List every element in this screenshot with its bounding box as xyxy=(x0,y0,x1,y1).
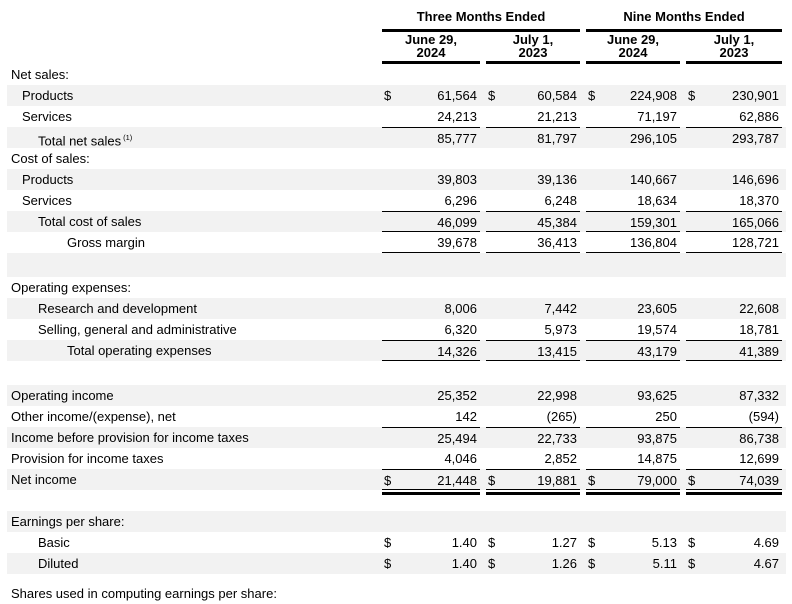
column-header-line1: July 1, xyxy=(512,32,554,47)
value: (594) xyxy=(748,409,779,424)
row-label: Services xyxy=(22,193,72,208)
value: 23,605 xyxy=(637,301,677,316)
table-row xyxy=(7,553,786,574)
value: 5.13 xyxy=(651,535,677,550)
value: 142 xyxy=(455,409,477,424)
row-label: Other income/(expense), net xyxy=(11,409,176,424)
table-row xyxy=(7,148,786,169)
column-header-line1: June 29, xyxy=(404,32,458,47)
value-cell xyxy=(486,298,580,319)
column-header-line1: June 29, xyxy=(606,32,660,47)
value: 62,886 xyxy=(739,109,779,124)
value-cell xyxy=(382,553,480,574)
value: 45,384 xyxy=(537,215,577,230)
value-cell xyxy=(686,190,782,211)
table-row xyxy=(7,127,786,148)
value: 6,320 xyxy=(444,322,477,337)
value: 13,415 xyxy=(537,344,577,359)
value: 1.27 xyxy=(551,535,577,550)
value: 4,046 xyxy=(444,451,477,466)
value-cell xyxy=(686,85,782,106)
column-header-line2: 2023 xyxy=(719,45,749,60)
value-cell xyxy=(382,427,480,448)
value: 1.26 xyxy=(551,556,577,571)
value-cell xyxy=(486,127,580,148)
value-cell xyxy=(382,469,480,490)
currency-symbol: $ xyxy=(384,556,392,571)
spacer-row xyxy=(7,497,786,511)
value-cell xyxy=(486,232,580,253)
value-cell xyxy=(586,211,680,232)
currency-symbol: $ xyxy=(688,88,696,103)
value: 21,448 xyxy=(437,473,477,488)
value-cell xyxy=(382,106,480,127)
value-cell xyxy=(486,532,580,553)
value-cell xyxy=(382,211,480,232)
value: 6,296 xyxy=(444,193,477,208)
row-label: Total operating expenses xyxy=(67,343,212,358)
row-label: Products xyxy=(22,172,74,187)
value: 22,998 xyxy=(537,388,577,403)
value-cell xyxy=(586,190,680,211)
value: 41,389 xyxy=(739,344,779,359)
currency-symbol: $ xyxy=(488,88,496,103)
value-cell xyxy=(486,553,580,574)
value: 296,105 xyxy=(630,131,677,146)
table-row xyxy=(7,169,786,190)
period-group-label: Three Months Ended xyxy=(416,9,546,24)
value-cell xyxy=(382,448,480,469)
row-label: Net sales: xyxy=(11,67,69,82)
value: 71,197 xyxy=(637,109,677,124)
row-label xyxy=(7,253,382,277)
value: 39,678 xyxy=(437,235,477,250)
value-cell xyxy=(586,319,680,340)
value-cell xyxy=(486,319,580,340)
value: 86,738 xyxy=(739,431,779,446)
column-underline xyxy=(486,61,580,64)
row-label: Research and development xyxy=(38,301,197,316)
value-cell xyxy=(486,190,580,211)
value: 46,099 xyxy=(437,215,477,230)
thick-rule-bar xyxy=(586,492,680,495)
value-cell xyxy=(486,469,580,490)
currency-symbol: $ xyxy=(384,473,392,488)
table-row xyxy=(7,469,786,490)
value: 8,006 xyxy=(444,301,477,316)
row-label: Services xyxy=(22,109,72,124)
value: 4.69 xyxy=(753,535,779,550)
thick-rule-bar xyxy=(686,492,782,495)
value-cell xyxy=(586,232,680,253)
underline-gap xyxy=(7,490,382,497)
row-label: Net income xyxy=(11,472,77,487)
value-cell xyxy=(382,406,480,427)
row-label: Earnings per share: xyxy=(11,514,125,529)
row-label: Operating expenses: xyxy=(11,280,131,295)
currency-symbol: $ xyxy=(488,473,496,488)
value: (265) xyxy=(546,409,577,424)
value-cell xyxy=(686,427,782,448)
value: 165,066 xyxy=(732,215,779,230)
value: 146,696 xyxy=(732,172,779,187)
value-cell xyxy=(686,169,782,190)
value-cell xyxy=(586,127,680,148)
value-cell xyxy=(486,211,580,232)
value: 43,179 xyxy=(637,344,677,359)
value-cell xyxy=(382,385,480,406)
currency-symbol: $ xyxy=(588,556,596,571)
table-row xyxy=(7,427,786,448)
value-cell xyxy=(586,469,680,490)
table-row xyxy=(7,232,786,253)
value-cell xyxy=(686,106,782,127)
value: 39,136 xyxy=(537,172,577,187)
value: 85,777 xyxy=(437,131,477,146)
value: 1.40 xyxy=(451,535,477,550)
table-row xyxy=(7,406,786,427)
value-cell xyxy=(686,211,782,232)
row-label: Diluted xyxy=(38,556,79,571)
column-header-q-prior xyxy=(486,33,580,64)
period-group-label: Nine Months Ended xyxy=(623,9,745,24)
value: 79,000 xyxy=(637,473,677,488)
value: 25,352 xyxy=(437,388,477,403)
value-cell xyxy=(586,169,680,190)
value: 230,901 xyxy=(732,88,779,103)
value: 18,370 xyxy=(739,193,779,208)
value-cell xyxy=(686,232,782,253)
income-statement-table xyxy=(7,0,786,604)
table-row xyxy=(7,298,786,319)
value-cell xyxy=(586,553,680,574)
row-label xyxy=(7,361,382,385)
value: 81,797 xyxy=(537,131,577,146)
currency-symbol: $ xyxy=(588,535,596,550)
table-row xyxy=(7,340,786,361)
value-cell xyxy=(586,385,680,406)
table-row xyxy=(7,106,786,127)
column-underline xyxy=(686,61,782,64)
value-cell xyxy=(382,190,480,211)
column-header-ytd-current xyxy=(586,33,680,64)
row-label: Total net sales $^{(1)}$ xyxy=(38,133,133,149)
table-row xyxy=(7,385,786,406)
value: 22,733 xyxy=(537,431,577,446)
value: 39,803 xyxy=(437,172,477,187)
value-cell xyxy=(382,127,480,148)
currency-symbol: $ xyxy=(688,473,696,488)
value: 128,721 xyxy=(732,235,779,250)
value-cell xyxy=(686,406,782,427)
value: 25,494 xyxy=(437,431,477,446)
row-label: Gross margin xyxy=(67,235,146,250)
value-cell xyxy=(382,85,480,106)
row-label: Operating income xyxy=(11,388,114,403)
value: 61,564 xyxy=(437,88,477,103)
value: 6,248 xyxy=(544,193,577,208)
value: 293,787 xyxy=(732,131,779,146)
thick-rule-bar xyxy=(382,492,480,495)
currency-symbol: $ xyxy=(488,556,496,571)
value: 74,039 xyxy=(739,473,779,488)
value-cell xyxy=(486,448,580,469)
currency-symbol: $ xyxy=(384,535,392,550)
period-group-nine-months xyxy=(586,8,782,32)
value-cell xyxy=(686,553,782,574)
footnote-marker: (1) xyxy=(123,133,133,142)
value-cell xyxy=(586,448,680,469)
value: 14,875 xyxy=(637,451,677,466)
value: 4.67 xyxy=(753,556,779,571)
column-underline xyxy=(586,61,680,64)
table-body xyxy=(7,64,786,604)
row-label: Provision for income taxes xyxy=(11,451,164,466)
thick-rule-bar xyxy=(486,492,580,495)
value-cell xyxy=(686,469,782,490)
value: 21,213 xyxy=(537,109,577,124)
table-row xyxy=(7,448,786,469)
currency-symbol: $ xyxy=(688,556,696,571)
table-header xyxy=(7,0,786,64)
value-cell xyxy=(586,406,680,427)
table-row xyxy=(7,211,786,232)
value: 140,667 xyxy=(630,172,677,187)
value: 136,804 xyxy=(630,235,677,250)
value-cell xyxy=(486,106,580,127)
column-header-line1: July 1, xyxy=(713,32,755,47)
table-row xyxy=(7,64,786,85)
column-header-line2: 2024 xyxy=(618,45,648,60)
value: 60,584 xyxy=(537,88,577,103)
value-cell xyxy=(586,532,680,553)
value-cell xyxy=(486,385,580,406)
currency-symbol: $ xyxy=(588,88,596,103)
value: 1.40 xyxy=(451,556,477,571)
table-row xyxy=(7,319,786,340)
value: 18,634 xyxy=(637,193,677,208)
row-label: Basic xyxy=(38,535,70,550)
column-header-line2: 2024 xyxy=(416,45,446,60)
value-cell xyxy=(686,385,782,406)
value-cell xyxy=(382,340,480,361)
column-underline xyxy=(382,61,480,64)
value: 19,574 xyxy=(637,322,677,337)
value-cell xyxy=(686,448,782,469)
table-row xyxy=(7,511,786,532)
value: 24,213 xyxy=(437,109,477,124)
row-label xyxy=(7,497,382,511)
value-cell xyxy=(686,319,782,340)
value: 7,442 xyxy=(544,301,577,316)
column-header-line2: 2023 xyxy=(518,45,548,60)
value: 93,875 xyxy=(637,431,677,446)
spacer-row xyxy=(7,361,786,385)
value-cell xyxy=(382,298,480,319)
value-cell xyxy=(382,232,480,253)
currency-symbol: $ xyxy=(488,535,496,550)
table-row xyxy=(7,583,786,604)
value-cell xyxy=(486,427,580,448)
row-label: Selling, general and administrative xyxy=(38,322,237,337)
row-label: Shares used in computing earnings per share: xyxy=(11,586,277,601)
value: 93,625 xyxy=(637,388,677,403)
net-income-double-underline xyxy=(7,490,786,497)
value-cell xyxy=(486,169,580,190)
value-cell xyxy=(586,340,680,361)
currency-symbol: $ xyxy=(588,473,596,488)
row-label: Products xyxy=(22,88,74,103)
currency-symbol: $ xyxy=(688,535,696,550)
value: 2,852 xyxy=(544,451,577,466)
value: 5,973 xyxy=(544,322,577,337)
row-label: Cost of sales: xyxy=(11,151,90,166)
spacer-row xyxy=(7,253,786,277)
table-row xyxy=(7,190,786,211)
value-cell xyxy=(382,169,480,190)
value: 22,608 xyxy=(739,301,779,316)
column-header-ytd-prior xyxy=(686,33,782,64)
table-row xyxy=(7,532,786,553)
value-cell xyxy=(486,406,580,427)
value: 159,301 xyxy=(630,215,677,230)
value: 87,332 xyxy=(739,388,779,403)
value-cell xyxy=(486,85,580,106)
table-row xyxy=(7,277,786,298)
value-cell xyxy=(686,532,782,553)
period-group-three-months xyxy=(382,8,580,32)
value-cell xyxy=(686,127,782,148)
value: 5.11 xyxy=(652,556,677,571)
value: 250 xyxy=(655,409,677,424)
value-cell xyxy=(586,85,680,106)
table-row xyxy=(7,85,786,106)
value: 19,881 xyxy=(537,473,577,488)
value: 12,699 xyxy=(739,451,779,466)
value: 224,908 xyxy=(630,88,677,103)
value-cell xyxy=(486,340,580,361)
currency-symbol: $ xyxy=(384,88,392,103)
value-cell xyxy=(382,319,480,340)
value-cell xyxy=(586,298,680,319)
value: 18,781 xyxy=(739,322,779,337)
value-cell xyxy=(382,532,480,553)
value-cell xyxy=(686,298,782,319)
column-header-q-current xyxy=(382,33,480,64)
row-label: Income before provision for income taxes xyxy=(11,430,249,445)
value-cell xyxy=(586,106,680,127)
value-cell xyxy=(686,340,782,361)
value: 36,413 xyxy=(537,235,577,250)
row-label: Total cost of sales xyxy=(38,214,142,229)
value-cell xyxy=(586,427,680,448)
value: 14,326 xyxy=(437,344,477,359)
